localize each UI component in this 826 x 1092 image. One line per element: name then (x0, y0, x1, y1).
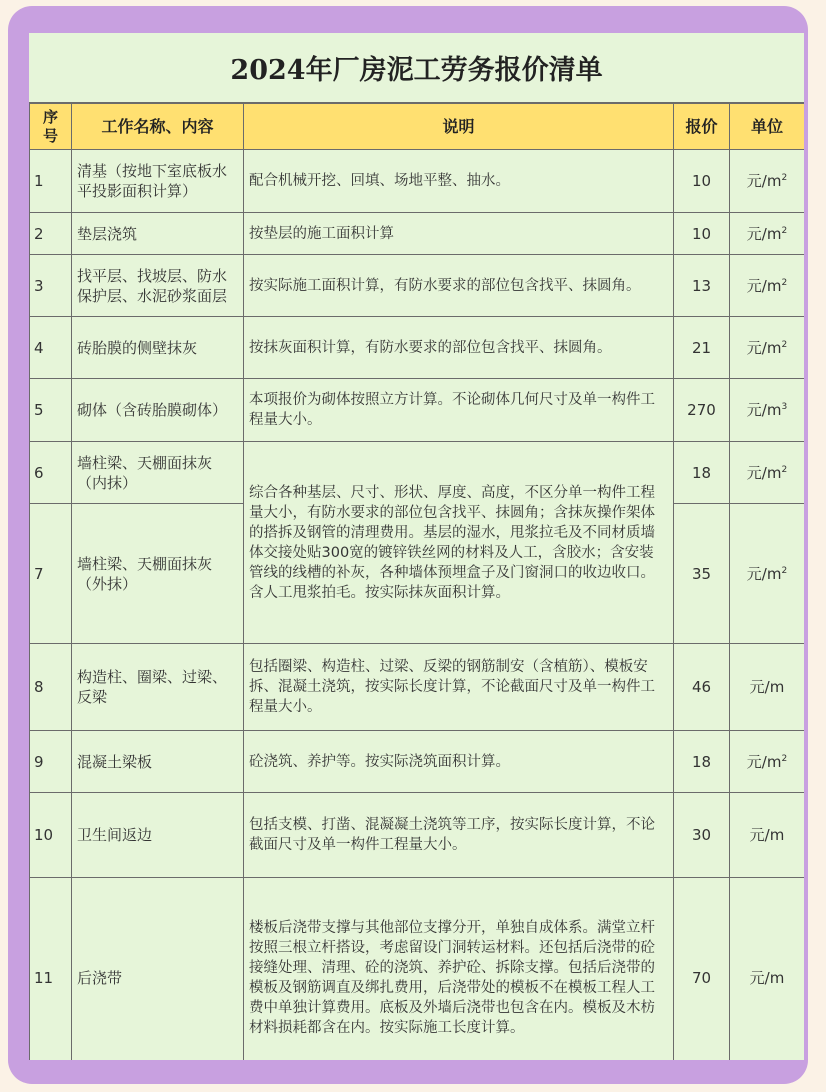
unit-base: 元/m (746, 172, 782, 190)
row-price: 270 (674, 379, 730, 442)
unit-base: 元/m (746, 564, 782, 583)
table-row (30, 442, 805, 504)
row-unit (730, 213, 805, 255)
row-desc: 按抹灰面积计算，有防水要求的部位包含找平、抹圆角。 (244, 317, 674, 379)
row-unit (730, 731, 805, 793)
unit-base: 元/m (746, 463, 782, 482)
table-row (30, 317, 805, 379)
row-no: 10 (30, 793, 72, 878)
table-row (30, 644, 805, 731)
unit-exponent: 3 (781, 402, 788, 412)
row-price: 18 (674, 731, 730, 793)
price-sheet (29, 33, 804, 1060)
row-unit (730, 150, 805, 213)
row-price: 10 (674, 150, 730, 213)
row-name: 墙柱梁、天棚面抹灰（内抹） (72, 442, 244, 504)
header-price: 报价 (674, 104, 730, 150)
row-no: 4 (30, 317, 72, 379)
unit-exponent: 2 (781, 277, 788, 288)
table-row (30, 255, 805, 317)
row-name: 卫生间返边 (72, 793, 244, 878)
row-name: 砖胎膜的侧壁抹灰 (72, 317, 244, 379)
row-name: 清基（按地下室底板水平投影面积计算） (72, 150, 244, 213)
row-desc: 按实际施工面积计算，有防水要求的部位包含找平、抹圆角。 (244, 255, 674, 317)
row-name: 墙柱梁、天棚面抹灰（外抹） (72, 504, 244, 644)
row-name: 混凝土梁板 (72, 731, 244, 793)
row-desc: 包括圈梁、构造柱、过梁、反梁的钢筋制安（含植筋）、模板安拆、混凝土浇筑，按实际长度计算，不论截面尺寸及单一构件工程量大小。 (244, 644, 674, 731)
row-desc: 配合机械开挖、回填、场地平整、抽水。 (244, 150, 674, 213)
row-unit (730, 504, 805, 644)
row-name: 砌体（含砖胎膜砌体） (72, 379, 244, 442)
table-row (30, 379, 805, 442)
row-price: 13 (674, 255, 730, 317)
row-no: 1 (30, 150, 72, 213)
unit-exponent: 2 (781, 173, 788, 183)
row-price: 30 (674, 793, 730, 878)
row-desc: 本项报价为砌体按照立方计算。不论砌体几何尺寸及单一构件工程量大小。 (244, 379, 674, 442)
table-row (30, 213, 805, 255)
table-row (30, 878, 805, 1061)
table-row (30, 731, 805, 793)
unit-base: 元/m (746, 401, 782, 419)
unit-base: 元/m (746, 224, 782, 243)
table-row (30, 793, 805, 878)
row-no: 7 (30, 504, 72, 644)
row-no: 5 (30, 379, 72, 442)
row-desc: 包括支模、打凿、混凝凝土浇筑等工序，按实际长度计算，不论截面尺寸及单一构件工程量大小。 (244, 793, 674, 878)
row-unit (730, 442, 805, 504)
row-no: 11 (30, 878, 72, 1061)
row-no: 8 (30, 644, 72, 731)
unit-exponent: 2 (781, 565, 788, 576)
row-unit: 元/m (730, 793, 805, 878)
row-name: 后浇带 (72, 878, 244, 1061)
row-price: 35 (674, 504, 730, 644)
row-unit (730, 255, 805, 317)
row-price: 10 (674, 213, 730, 255)
unit-exponent: 2 (781, 225, 788, 236)
row-name: 构造柱、圈梁、过梁、反梁 (72, 644, 244, 731)
header-desc: 说明 (244, 104, 674, 150)
row-no: 9 (30, 731, 72, 793)
row-desc: 综合各种基层、尺寸、形状、厚度、高度，不区分单一构件工程量大小，有防水要求的部位包含找平、抹圆角；含抹灰操作架体的搭拆及钢管的清理费用。基层的湿水，甩浆拉毛及不同材质墙体交接处贴300宽的镀锌铁丝网的材料及人工，含胶水；含安装管线的线槽的补灰，各种墙体预埋盒子及门窗洞口的收边收口。含人工甩浆拍毛。按实际抹灰面积计算。 (244, 442, 674, 644)
unit-exponent: 2 (781, 464, 788, 475)
row-name: 垫层浇筑 (72, 213, 244, 255)
row-desc: 楼板后浇带支撑与其他部位支撑分开，单独自成体系。满堂立杆按照三根立杆搭设，考虑留设门洞转运材料。还包括后浇带的砼接缝处理、清理、砼的浇筑、养护砼、拆除支撑。包括后浇带的模板及钢筋调直及绑扎费用，后浇带处的模板不在模板工程人工费中单独计算费用。底板及外墙后浇带也包含在内。模板及木枋材料损耗都含在内。按实际施工长度计算。 (244, 878, 674, 1061)
row-no: 3 (30, 255, 72, 317)
header-row (30, 104, 805, 150)
row-no: 6 (30, 442, 72, 504)
row-name: 找平层、找坡层、防水保护层、水泥砂浆面层 (72, 255, 244, 317)
table-row (30, 150, 805, 213)
row-desc: 砼浇筑、养护等。按实际浇筑面积计算。 (244, 731, 674, 793)
unit-base: 元/m (746, 338, 782, 357)
row-price: 18 (674, 442, 730, 504)
row-unit: 元/m (730, 878, 805, 1061)
unit-exponent: 2 (781, 753, 788, 764)
price-table (29, 103, 804, 1060)
row-desc: 按垫层的施工面积计算 (244, 213, 674, 255)
row-unit (730, 379, 805, 442)
row-price: 46 (674, 644, 730, 731)
page-title: 2024年厂房泥工劳务报价清单 (29, 33, 804, 103)
unit-exponent: 2 (781, 339, 788, 350)
header-no: 序号 (30, 104, 72, 150)
row-unit: 元/m (730, 644, 805, 731)
row-unit (730, 317, 805, 379)
header-name: 工作名称、内容 (72, 104, 244, 150)
row-no: 2 (30, 213, 72, 255)
row-price: 21 (674, 317, 730, 379)
header-unit: 单位 (730, 104, 805, 150)
unit-base: 元/m (746, 276, 782, 295)
row-price: 70 (674, 878, 730, 1061)
unit-base: 元/m (746, 752, 782, 771)
